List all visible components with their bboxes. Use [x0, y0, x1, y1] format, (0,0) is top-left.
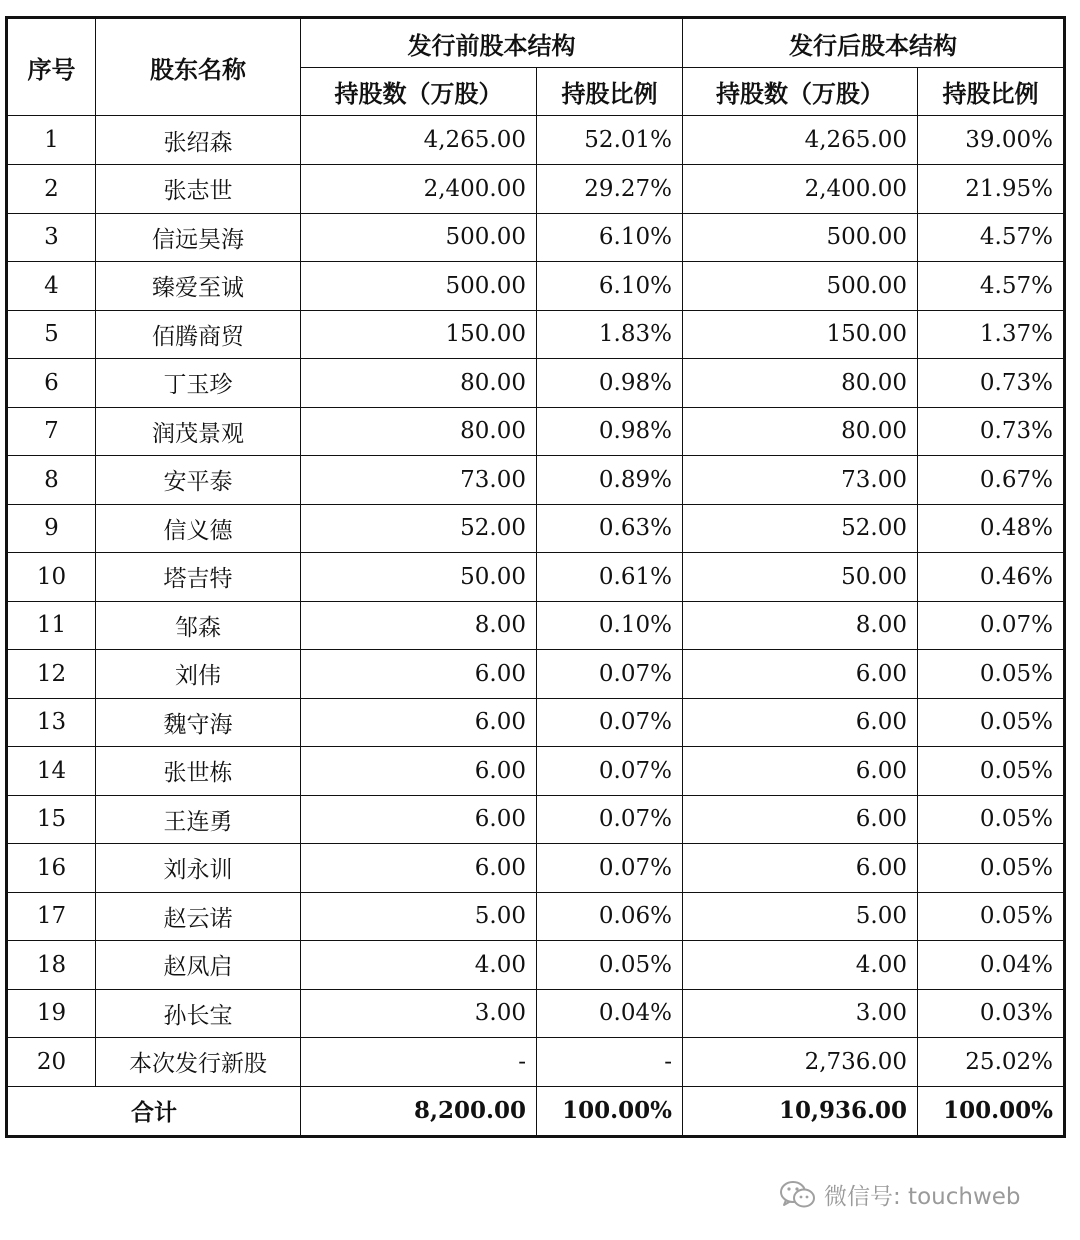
- total-post-shares: 10,936.00: [683, 1086, 918, 1136]
- table-row: [7, 941, 1065, 990]
- total-post-ratio: 100.00%: [918, 1086, 1065, 1136]
- row-index-cell: 13: [7, 698, 96, 747]
- row-index-cell: 4: [7, 262, 96, 311]
- pre-shares-cell: 50.00: [301, 553, 537, 602]
- pre-ratio-cell: 1.83%: [537, 310, 683, 359]
- pre-shares-cell: 4.00: [301, 941, 537, 990]
- pre-shares-cell: 3.00: [301, 989, 537, 1038]
- post-ratio-cell: 0.05%: [918, 795, 1065, 844]
- shareholder-name-cell: 赵云诺: [96, 892, 301, 941]
- pre-ratio-cell: 0.98%: [537, 407, 683, 456]
- pre-ratio-cell: 0.05%: [537, 941, 683, 990]
- pre-ratio-cell: -: [537, 1038, 683, 1087]
- post-shares-cell: 6.00: [683, 747, 918, 796]
- post-ratio-cell: 25.02%: [918, 1038, 1065, 1087]
- shareholder-name-cell: 王连勇: [96, 795, 301, 844]
- header-post-issue-structure: 发行后股本结构: [683, 18, 1065, 68]
- pre-shares-cell: -: [301, 1038, 537, 1087]
- shareholder-name-cell: 信义德: [96, 504, 301, 553]
- pre-ratio-cell: 0.98%: [537, 359, 683, 408]
- shareholder-name-cell: 塔吉特: [96, 553, 301, 602]
- post-shares-cell: 500.00: [683, 213, 918, 262]
- pre-shares-cell: 5.00: [301, 892, 537, 941]
- row-index-cell: 15: [7, 795, 96, 844]
- pre-shares-cell: 6.00: [301, 698, 537, 747]
- pre-ratio-cell: 6.10%: [537, 262, 683, 311]
- shareholder-name-cell: 臻爱至诚: [96, 262, 301, 311]
- post-shares-cell: 4,265.00: [683, 116, 918, 165]
- row-index-cell: 14: [7, 747, 96, 796]
- table-row: [7, 504, 1065, 553]
- post-shares-cell: 4.00: [683, 941, 918, 990]
- pre-shares-cell: 8.00: [301, 601, 537, 650]
- post-shares-cell: 6.00: [683, 650, 918, 699]
- post-ratio-cell: 0.05%: [918, 892, 1065, 941]
- header-post-ratio: 持股比例: [918, 68, 1065, 116]
- pre-ratio-cell: 0.07%: [537, 650, 683, 699]
- pre-ratio-cell: 0.04%: [537, 989, 683, 1038]
- post-shares-cell: 5.00: [683, 892, 918, 941]
- pre-ratio-cell: 0.61%: [537, 553, 683, 602]
- post-ratio-cell: 0.05%: [918, 747, 1065, 796]
- pre-ratio-cell: 0.07%: [537, 795, 683, 844]
- total-pre-shares: 8,200.00: [301, 1086, 537, 1136]
- pre-shares-cell: 6.00: [301, 747, 537, 796]
- shareholder-name-cell: 佰腾商贸: [96, 310, 301, 359]
- shareholder-name-cell: 孙长宝: [96, 989, 301, 1038]
- table-row: [7, 262, 1065, 311]
- total-row: [7, 1086, 1065, 1136]
- row-index-cell: 17: [7, 892, 96, 941]
- post-shares-cell: 2,736.00: [683, 1038, 918, 1087]
- pre-shares-cell: 4,265.00: [301, 116, 537, 165]
- table-row: [7, 165, 1065, 214]
- post-shares-cell: 80.00: [683, 359, 918, 408]
- pre-ratio-cell: 52.01%: [537, 116, 683, 165]
- pre-ratio-cell: 0.07%: [537, 747, 683, 796]
- post-ratio-cell: 4.57%: [918, 262, 1065, 311]
- shareholder-name-cell: 张世栋: [96, 747, 301, 796]
- shareholder-name-cell: 张志世: [96, 165, 301, 214]
- post-ratio-cell: 1.37%: [918, 310, 1065, 359]
- row-index-cell: 20: [7, 1038, 96, 1087]
- header-pre-shares: 持股数（万股）: [301, 68, 537, 116]
- pre-shares-cell: 73.00: [301, 456, 537, 505]
- table-row: [7, 310, 1065, 359]
- row-index-cell: 11: [7, 601, 96, 650]
- table-row: [7, 359, 1065, 408]
- post-ratio-cell: 0.05%: [918, 650, 1065, 699]
- post-ratio-cell: 4.57%: [918, 213, 1065, 262]
- post-ratio-cell: 0.67%: [918, 456, 1065, 505]
- post-shares-cell: 3.00: [683, 989, 918, 1038]
- shareholder-name-cell: 信远昊海: [96, 213, 301, 262]
- row-index-cell: 8: [7, 456, 96, 505]
- shareholder-name-cell: 安平泰: [96, 456, 301, 505]
- table-row: [7, 892, 1065, 941]
- row-index-cell: 1: [7, 116, 96, 165]
- table-row: [7, 1038, 1065, 1087]
- post-shares-cell: 73.00: [683, 456, 918, 505]
- shareholder-name-cell: 赵凤启: [96, 941, 301, 990]
- table-row: [7, 456, 1065, 505]
- total-pre-ratio: 100.00%: [537, 1086, 683, 1136]
- post-ratio-cell: 21.95%: [918, 165, 1065, 214]
- wechat-icon: [778, 1179, 818, 1211]
- post-ratio-cell: 0.46%: [918, 553, 1065, 602]
- post-shares-cell: 6.00: [683, 698, 918, 747]
- pre-shares-cell: 80.00: [301, 407, 537, 456]
- shareholder-name-cell: 润茂景观: [96, 407, 301, 456]
- shareholder-name-cell: 刘伟: [96, 650, 301, 699]
- post-ratio-cell: 0.07%: [918, 601, 1065, 650]
- post-ratio-cell: 0.73%: [918, 359, 1065, 408]
- pre-ratio-cell: 0.10%: [537, 601, 683, 650]
- post-ratio-cell: 0.03%: [918, 989, 1065, 1038]
- pre-shares-cell: 500.00: [301, 213, 537, 262]
- table-row: [7, 553, 1065, 602]
- shareholder-name-cell: 刘永训: [96, 844, 301, 893]
- pre-shares-cell: 2,400.00: [301, 165, 537, 214]
- header-post-shares: 持股数（万股）: [683, 68, 918, 116]
- header-shareholder-name: 股东名称: [96, 18, 301, 116]
- pre-shares-cell: 6.00: [301, 795, 537, 844]
- table-row: [7, 747, 1065, 796]
- pre-ratio-cell: 6.10%: [537, 213, 683, 262]
- post-ratio-cell: 0.48%: [918, 504, 1065, 553]
- row-index-cell: 10: [7, 553, 96, 602]
- post-shares-cell: 50.00: [683, 553, 918, 602]
- row-index-cell: 5: [7, 310, 96, 359]
- shareholding-table-container: [5, 16, 1063, 1138]
- table-row: [7, 989, 1065, 1038]
- pre-shares-cell: 500.00: [301, 262, 537, 311]
- row-index-cell: 19: [7, 989, 96, 1038]
- post-ratio-cell: 39.00%: [918, 116, 1065, 165]
- shareholder-name-cell: 张绍森: [96, 116, 301, 165]
- table-row: [7, 116, 1065, 165]
- pre-ratio-cell: 0.89%: [537, 456, 683, 505]
- watermark: [778, 1178, 1021, 1211]
- table-body: [7, 116, 1065, 1137]
- row-index-cell: 18: [7, 941, 96, 990]
- header-pre-ratio: 持股比例: [537, 68, 683, 116]
- pre-shares-cell: 6.00: [301, 844, 537, 893]
- post-shares-cell: 150.00: [683, 310, 918, 359]
- shareholding-table: [5, 16, 1066, 1138]
- table-row: [7, 601, 1065, 650]
- post-shares-cell: 6.00: [683, 795, 918, 844]
- post-shares-cell: 8.00: [683, 601, 918, 650]
- post-shares-cell: 6.00: [683, 844, 918, 893]
- post-shares-cell: 52.00: [683, 504, 918, 553]
- watermark-text: 微信号: touchweb: [824, 1184, 1021, 1210]
- pre-ratio-cell: 29.27%: [537, 165, 683, 214]
- total-label: 合计: [7, 1086, 301, 1136]
- pre-shares-cell: 6.00: [301, 650, 537, 699]
- shareholder-name-cell: 本次发行新股: [96, 1038, 301, 1087]
- shareholder-name-cell: 魏守海: [96, 698, 301, 747]
- post-ratio-cell: 0.73%: [918, 407, 1065, 456]
- pre-ratio-cell: 0.63%: [537, 504, 683, 553]
- post-ratio-cell: 0.05%: [918, 698, 1065, 747]
- table-row: [7, 698, 1065, 747]
- table-row: [7, 795, 1065, 844]
- table-row: [7, 844, 1065, 893]
- post-shares-cell: 2,400.00: [683, 165, 918, 214]
- table-row: [7, 650, 1065, 699]
- row-index-cell: 3: [7, 213, 96, 262]
- pre-ratio-cell: 0.07%: [537, 698, 683, 747]
- pre-shares-cell: 150.00: [301, 310, 537, 359]
- pre-shares-cell: 52.00: [301, 504, 537, 553]
- shareholder-name-cell: 邹森: [96, 601, 301, 650]
- pre-ratio-cell: 0.07%: [537, 844, 683, 893]
- shareholder-name-cell: 丁玉珍: [96, 359, 301, 408]
- header-row-group: [7, 18, 1065, 68]
- header-index: 序号: [7, 18, 96, 116]
- row-index-cell: 7: [7, 407, 96, 456]
- row-index-cell: 6: [7, 359, 96, 408]
- post-ratio-cell: 0.04%: [918, 941, 1065, 990]
- row-index-cell: 12: [7, 650, 96, 699]
- row-index-cell: 16: [7, 844, 96, 893]
- pre-ratio-cell: 0.06%: [537, 892, 683, 941]
- pre-shares-cell: 80.00: [301, 359, 537, 408]
- post-ratio-cell: 0.05%: [918, 844, 1065, 893]
- header-pre-issue-structure: 发行前股本结构: [301, 18, 683, 68]
- row-index-cell: 2: [7, 165, 96, 214]
- table-row: [7, 213, 1065, 262]
- post-shares-cell: 500.00: [683, 262, 918, 311]
- table-row: [7, 407, 1065, 456]
- row-index-cell: 9: [7, 504, 96, 553]
- post-shares-cell: 80.00: [683, 407, 918, 456]
